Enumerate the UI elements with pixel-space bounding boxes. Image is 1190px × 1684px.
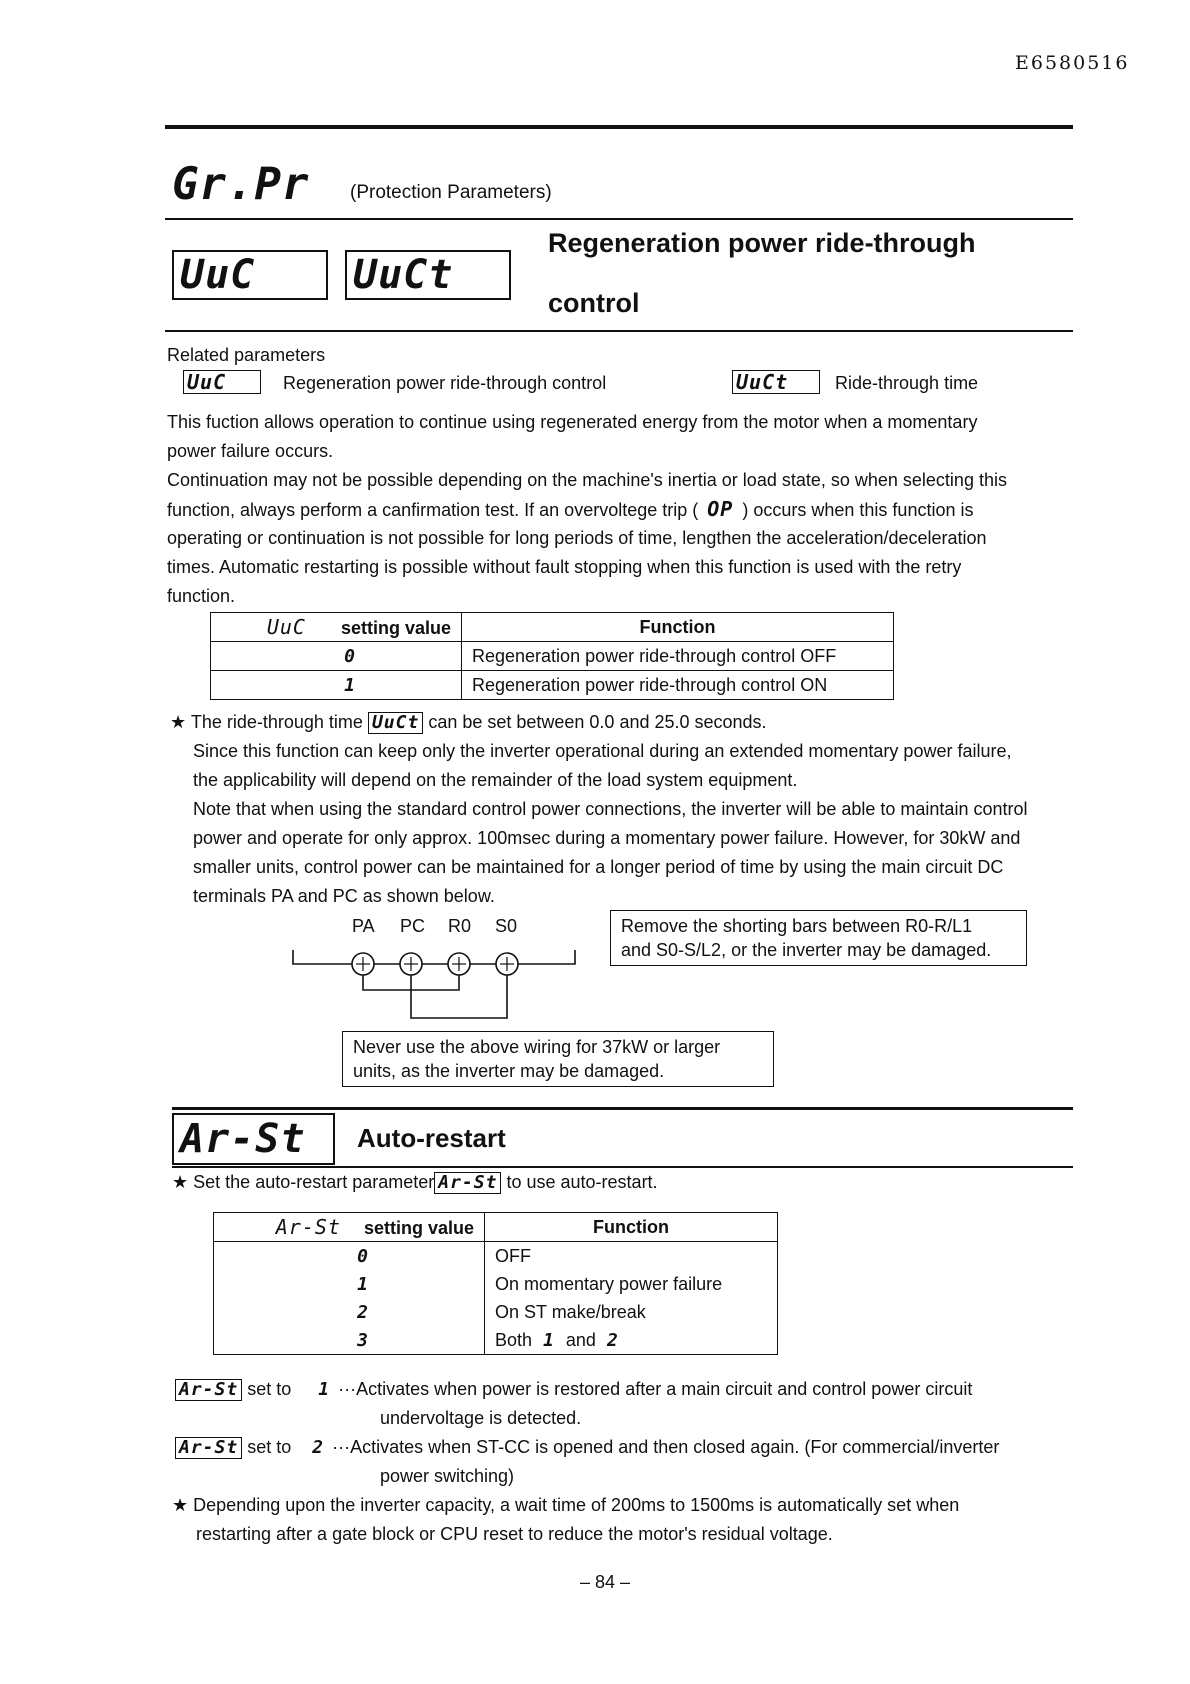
- ar-st-note-1: [175, 1375, 972, 1404]
- note-line: the applicability will depend on the remainder of the load system equipment.: [193, 770, 798, 790]
- intro-display: Ar-St: [434, 1172, 501, 1194]
- ar-st-note-2: [175, 1433, 999, 1462]
- table-header-function: Function: [462, 613, 894, 642]
- table-cell-function: On ST make/break: [485, 1298, 778, 1326]
- terminal-label-s0: S0: [495, 916, 518, 936]
- intro-line: times. Automatic restarting is possible without fault stopping when this function is used with the retry: [167, 557, 962, 577]
- top-rule: [165, 125, 1073, 129]
- star-icon: ★: [172, 1172, 189, 1192]
- table-cell-function: [485, 1326, 778, 1355]
- group-caption: (Protection Parameters): [350, 182, 552, 203]
- document-code: E6580516: [1015, 52, 1130, 74]
- terminal-label-pc: PC: [400, 916, 426, 936]
- group-display: Gr.Pr: [172, 159, 310, 210]
- note-text: ···Activates when ST-CC is opened and then closed again. (For commercial/inverter: [332, 1437, 1000, 1457]
- intro-line: power failure occurs.: [167, 441, 334, 461]
- intro-line: operating or continuation is not possible for long periods of time, lengthen the acceleration/deceleration: [167, 528, 987, 548]
- warning-line: units, as the inverter may be damaged.: [353, 1061, 665, 1081]
- final-note-line: Depending upon the inverter capacity, a wait time of 200ms to 1500ms is automatically set when: [193, 1495, 960, 1515]
- note-display: Ar-St: [175, 1437, 242, 1459]
- related-label-1: Regeneration power ride-through control: [283, 373, 607, 393]
- table-header-setting: [211, 613, 462, 642]
- table-header-row: [214, 1213, 778, 1242]
- note-post: can be set between 0.0 and 25.0 seconds.: [428, 712, 767, 732]
- note-display: Ar-St: [175, 1379, 242, 1401]
- related-label: Related parameters: [167, 345, 326, 365]
- intro-post: to use auto-restart.: [506, 1172, 658, 1192]
- note-text: ···Activates when power is restored after a main circuit and control power circuit: [338, 1379, 973, 1399]
- ar-st-settings-table: [213, 1212, 778, 1355]
- intro-pre: Set the auto-restart parameter: [193, 1172, 435, 1192]
- table-cell-function: On momentary power failure: [485, 1270, 778, 1298]
- table-cell-value: 0: [214, 1242, 485, 1271]
- related-display-1: UuC: [183, 370, 261, 394]
- ar-st-note-2-cont: power switching): [380, 1466, 515, 1486]
- wiring-diagram: [285, 940, 595, 1020]
- table-cell-function: Regeneration power ride-through control ON: [462, 671, 894, 700]
- terminal-label-r0: R0: [448, 916, 472, 936]
- table-header-setting: [214, 1213, 485, 1242]
- intro-trip-pre: function, always perform a canfirmation test. If an overvoltege trip (: [167, 500, 699, 520]
- note-pre: The ride-through time: [190, 712, 363, 732]
- section2-top-rule: [172, 1107, 1073, 1110]
- star-icon: ★: [170, 712, 187, 732]
- intro-line: function.: [167, 586, 236, 606]
- note-value: 1: [318, 1379, 331, 1400]
- table-header-setting-label: setting value: [340, 618, 451, 638]
- warning-line: Never use the above wiring for 37kW or larger: [353, 1037, 721, 1057]
- table-header-row: [211, 613, 894, 642]
- intro-line-trip: [167, 495, 973, 525]
- note-value: 2: [312, 1437, 325, 1458]
- auto-restart-title: Auto-restart: [357, 1123, 506, 1153]
- ar-st-note-1-cont: undervoltage is detected.: [380, 1408, 582, 1428]
- table-cell-function: Regeneration power ride-through control OFF: [462, 642, 894, 671]
- table-cell-value: 2: [214, 1298, 485, 1326]
- table-header-display: Ar-St: [275, 1215, 341, 1239]
- table-row: [211, 642, 894, 671]
- note-set-to: set to: [247, 1437, 292, 1457]
- intro-line: Continuation may not be possible depending on the machine's inertia or load state, so when selecting this: [167, 470, 1007, 490]
- function-and: and: [565, 1329, 596, 1350]
- table-header-display: UuC: [266, 615, 306, 639]
- note-display: UuCt: [368, 712, 423, 734]
- bus-line: [293, 950, 575, 964]
- related-display-2: UuCt: [732, 370, 820, 394]
- final-note: [172, 1491, 959, 1520]
- section1-title-line1: Regeneration power ride-through: [548, 228, 976, 258]
- table-cell-value: 3: [214, 1326, 485, 1355]
- section1-rule: [165, 330, 1073, 332]
- warning-box-37kw: [342, 1031, 774, 1087]
- uuc-settings-table: [210, 612, 894, 700]
- ride-through-note: [170, 708, 767, 737]
- note-line: terminals PA and PC as shown below.: [193, 886, 495, 906]
- page-number: – 84 –: [580, 1572, 631, 1592]
- table-cell-value: 1: [211, 671, 462, 700]
- related-label-2: Ride-through time: [835, 373, 979, 393]
- intro-trip-post: ) occurs when this function is: [742, 500, 974, 520]
- intro-line: This fuction allows operation to continue using regenerated energy from the motor when a momentary: [167, 412, 978, 432]
- star-icon: ★: [172, 1495, 189, 1515]
- note-line: power and operate for only approx. 100msec during a momentary power failure. However, for 30kW and: [193, 828, 1021, 848]
- terminal-label-pa: PA: [352, 916, 375, 936]
- table-cell-value: 1: [214, 1270, 485, 1298]
- param-display-uuct: UuCt: [345, 250, 511, 300]
- param-display-uuc: UuC: [172, 250, 328, 300]
- group-rule: [165, 218, 1073, 220]
- note-line: Note that when using the standard control power connections, the inverter will be able to maintain control: [193, 799, 1028, 819]
- note-set-to: set to: [247, 1379, 292, 1399]
- table-cell-value: 0: [211, 642, 462, 671]
- section1-title-line2: control: [548, 288, 640, 318]
- table-row: [211, 671, 894, 700]
- auto-restart-display: Ar-St: [172, 1113, 335, 1165]
- table-cell-function: OFF: [485, 1242, 778, 1271]
- trip-display: OP: [707, 497, 734, 521]
- function-value-a: 1: [543, 1329, 555, 1351]
- table-row: [214, 1242, 778, 1271]
- table-header-function: Function: [485, 1213, 778, 1242]
- warning-box-shorting-bars: [610, 910, 1027, 966]
- function-both: Both: [495, 1329, 533, 1350]
- table-header-setting-label: setting value: [363, 1218, 474, 1238]
- table-row: [214, 1298, 778, 1326]
- auto-restart-intro: [172, 1168, 658, 1197]
- warning-line: Remove the shorting bars between R0-R/L1: [621, 916, 973, 936]
- table-row: [214, 1270, 778, 1298]
- note-line: smaller units, control power can be maintained for a longer period of time by using the main circuit DC: [193, 857, 1004, 877]
- function-value-b: 2: [606, 1329, 619, 1351]
- table-row: [214, 1326, 778, 1355]
- warning-line: and S0-S/L2, or the inverter may be damaged.: [621, 940, 992, 960]
- final-note-cont: restarting after a gate block or CPU reset to reduce the motor's residual voltage.: [196, 1524, 833, 1544]
- note-line: Since this function can keep only the inverter operational during an extended momentary power failure,: [193, 741, 1012, 761]
